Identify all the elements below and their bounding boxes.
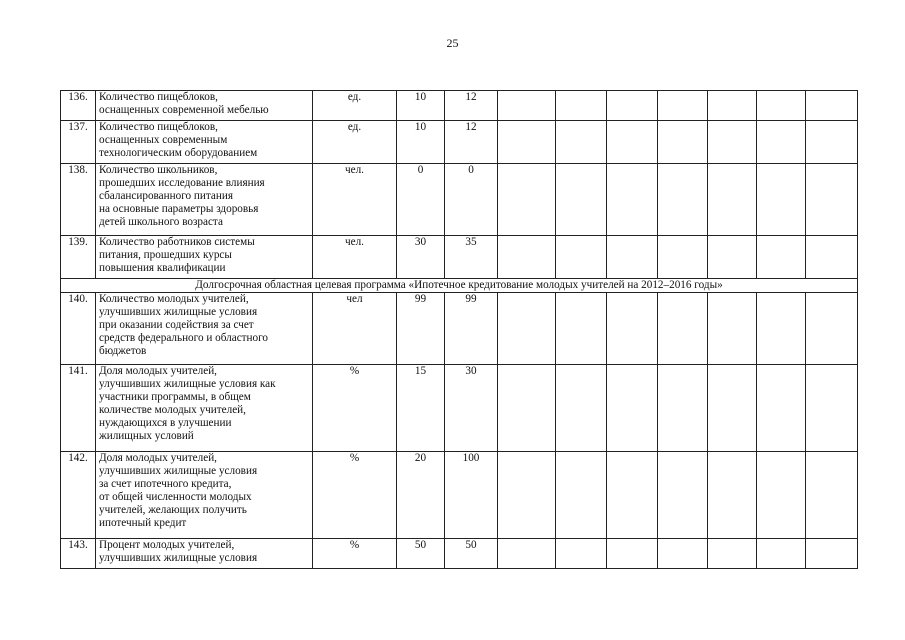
- unit-cell: чел.: [313, 164, 397, 236]
- value-cell: 12: [445, 121, 498, 164]
- empty-cell: [806, 91, 858, 121]
- table-row: [61, 452, 858, 539]
- empty-cell: [658, 164, 708, 236]
- empty-cell: [658, 365, 708, 452]
- empty-cell: [757, 91, 806, 121]
- value-cell: 99: [397, 293, 445, 365]
- empty-cell: [806, 365, 858, 452]
- unit-cell: %: [313, 365, 397, 452]
- empty-cell: [708, 236, 757, 279]
- empty-cell: [708, 121, 757, 164]
- empty-cell: [498, 365, 556, 452]
- empty-cell: [658, 539, 708, 569]
- empty-cell: [708, 293, 757, 365]
- empty-cell: [556, 452, 607, 539]
- value-cell: 10: [397, 91, 445, 121]
- table-row: [61, 293, 858, 365]
- indicator-name: Доля молодых учителей, улучшивших жилищные условия как участники программы, в общем количестве молодых учителей, нуждающихся в улучшении жилищных условий: [96, 365, 313, 452]
- value-cell: 0: [445, 164, 498, 236]
- empty-cell: [708, 539, 757, 569]
- value-cell: 35: [445, 236, 498, 279]
- page-number: 25: [446, 36, 459, 50]
- unit-cell: чел.: [313, 236, 397, 279]
- row-number: 140.: [61, 293, 96, 365]
- empty-cell: [708, 91, 757, 121]
- value-cell: 0: [397, 164, 445, 236]
- table-row: [61, 164, 858, 236]
- value-cell: 100: [445, 452, 498, 539]
- value-cell: 20: [397, 452, 445, 539]
- indicator-name: Количество пищеблоков, оснащенных современной мебелью: [96, 91, 313, 121]
- empty-cell: [607, 164, 658, 236]
- empty-cell: [806, 164, 858, 236]
- value-cell: 99: [445, 293, 498, 365]
- empty-cell: [607, 293, 658, 365]
- row-number: 141.: [61, 365, 96, 452]
- empty-cell: [708, 452, 757, 539]
- empty-cell: [708, 164, 757, 236]
- empty-cell: [806, 293, 858, 365]
- empty-cell: [556, 91, 607, 121]
- indicators-table: [60, 90, 858, 569]
- unit-cell: %: [313, 539, 397, 569]
- row-number: 139.: [61, 236, 96, 279]
- empty-cell: [498, 539, 556, 569]
- empty-cell: [498, 293, 556, 365]
- indicator-name: Количество молодых учителей, улучшивших жилищные условия при оказании содействия за счет средств федерального и областного бюджетов: [96, 293, 313, 365]
- row-number: 137.: [61, 121, 96, 164]
- indicator-name: Процент молодых учителей, улучшивших жилищные условия: [96, 539, 313, 569]
- empty-cell: [658, 91, 708, 121]
- indicator-name: Количество пищеблоков, оснащенных современным технологическим оборудованием: [96, 121, 313, 164]
- empty-cell: [498, 91, 556, 121]
- unit-cell: %: [313, 452, 397, 539]
- empty-cell: [806, 121, 858, 164]
- section-title: Долгосрочная областная целевая программа «Ипотечное кредитование молодых учителей на 2012–2016 годы»: [61, 279, 858, 293]
- unit-cell: ед.: [313, 91, 397, 121]
- empty-cell: [708, 365, 757, 452]
- empty-cell: [556, 539, 607, 569]
- value-cell: 50: [445, 539, 498, 569]
- empty-cell: [806, 236, 858, 279]
- table-row: [61, 365, 858, 452]
- empty-cell: [806, 452, 858, 539]
- empty-cell: [806, 539, 858, 569]
- empty-cell: [607, 121, 658, 164]
- empty-cell: [757, 365, 806, 452]
- row-number: 138.: [61, 164, 96, 236]
- empty-cell: [556, 164, 607, 236]
- empty-cell: [607, 236, 658, 279]
- value-cell: 10: [397, 121, 445, 164]
- empty-cell: [757, 164, 806, 236]
- empty-cell: [498, 121, 556, 164]
- table-row: [61, 121, 858, 164]
- empty-cell: [757, 236, 806, 279]
- empty-cell: [658, 452, 708, 539]
- empty-cell: [498, 164, 556, 236]
- empty-cell: [607, 539, 658, 569]
- empty-cell: [757, 452, 806, 539]
- table-row: [61, 236, 858, 279]
- empty-cell: [658, 293, 708, 365]
- empty-cell: [556, 236, 607, 279]
- empty-cell: [556, 121, 607, 164]
- empty-cell: [607, 365, 658, 452]
- value-cell: 15: [397, 365, 445, 452]
- indicator-name: Количество школьников, прошедших исследование влияния сбалансированного питания на основные параметры здоровья детей школьного возраста: [96, 164, 313, 236]
- row-number: 142.: [61, 452, 96, 539]
- value-cell: 12: [445, 91, 498, 121]
- empty-cell: [607, 91, 658, 121]
- section-row: [61, 279, 858, 293]
- empty-cell: [556, 365, 607, 452]
- value-cell: 30: [445, 365, 498, 452]
- unit-cell: чел: [313, 293, 397, 365]
- empty-cell: [556, 293, 607, 365]
- empty-cell: [757, 539, 806, 569]
- empty-cell: [498, 236, 556, 279]
- empty-cell: [757, 293, 806, 365]
- empty-cell: [658, 236, 708, 279]
- value-cell: 50: [397, 539, 445, 569]
- row-number: 136.: [61, 91, 96, 121]
- table-row: [61, 539, 858, 569]
- empty-cell: [757, 121, 806, 164]
- empty-cell: [498, 452, 556, 539]
- indicator-name: Доля молодых учителей, улучшивших жилищные условия за счет ипотечного кредита, от общей численности молодых учителей, желающих получить ипотечный кредит: [96, 452, 313, 539]
- value-cell: 30: [397, 236, 445, 279]
- table-row: [61, 91, 858, 121]
- empty-cell: [658, 121, 708, 164]
- indicator-name: Количество работников системы питания, прошедших курсы повышения квалификации: [96, 236, 313, 279]
- empty-cell: [607, 452, 658, 539]
- row-number: 143.: [61, 539, 96, 569]
- unit-cell: ед.: [313, 121, 397, 164]
